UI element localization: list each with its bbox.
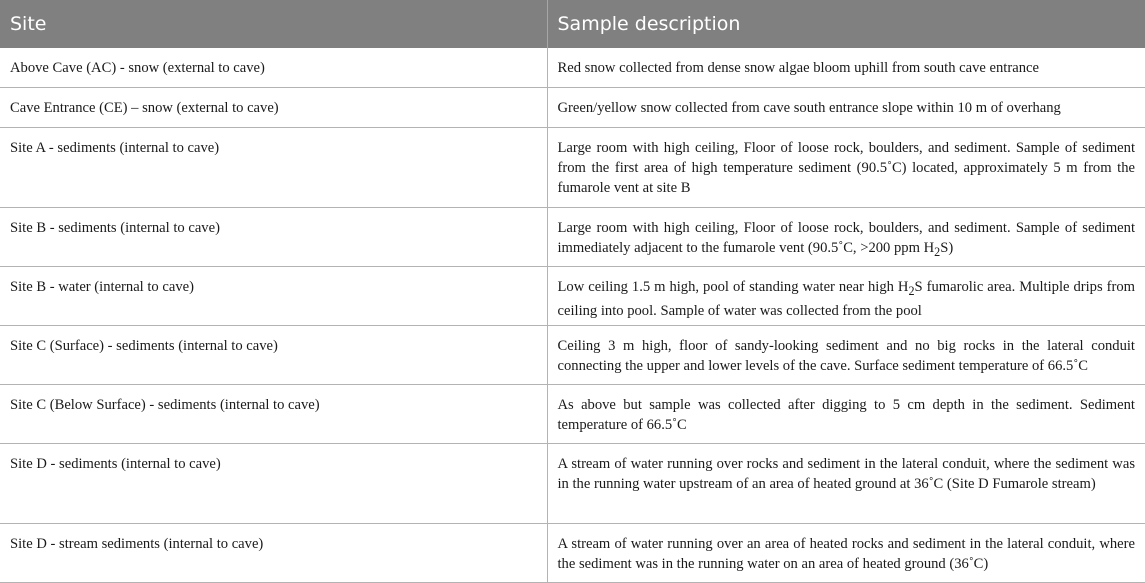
description-cell: Ceiling 3 m high, floor of sandy-looking sediment and no big rocks in the lateral conduit connecting the upper and lower levels of the cave. Surface sediment temperature of 66.5˚C bbox=[547, 326, 1145, 385]
site-cell: Site B - water (internal to cave) bbox=[0, 267, 547, 326]
table-row bbox=[0, 326, 1145, 385]
header-row bbox=[0, 0, 1145, 48]
header-sample-description: Sample description bbox=[547, 0, 1145, 48]
table-row bbox=[0, 267, 1145, 326]
description-cell bbox=[547, 208, 1145, 267]
table-row bbox=[0, 385, 1145, 444]
table-row bbox=[0, 128, 1145, 208]
description-cell: A stream of water running over an area of heated rocks and sediment in the lateral conduit, where the sediment was in the running water on an area of heated ground (36˚C) bbox=[547, 524, 1145, 583]
description-cell: Green/yellow snow collected from cave south entrance slope within 10 m of overhang bbox=[547, 88, 1145, 128]
header-site: Site bbox=[0, 0, 547, 48]
site-cell: Site A - sediments (internal to cave) bbox=[0, 128, 547, 208]
table-row bbox=[0, 88, 1145, 128]
site-cell: Cave Entrance (CE) – snow (external to cave) bbox=[0, 88, 547, 128]
description-text: Low ceiling 1.5 m high, pool of standing water near high H bbox=[557, 279, 909, 295]
table-body bbox=[0, 48, 1145, 583]
table-row bbox=[0, 524, 1145, 583]
site-cell: Site D - sediments (internal to cave) bbox=[0, 444, 547, 524]
description-text: Large room with high ceiling, Floor of loose rock, boulders, and sediment. Sample of sediment immediately adjacent to the fumarole vent (90.5˚C, >200 ppm H bbox=[557, 220, 1135, 256]
description-text: S) bbox=[940, 240, 954, 256]
description-cell: Large room with high ceiling, Floor of loose rock, boulders, and sediment. Sample of sediment from the first area of high temperature sediment (90.5˚C) located, approximately 5 m from the fumarole vent at site B bbox=[547, 128, 1145, 208]
description-cell: Red snow collected from dense snow algae bloom uphill from south cave entrance bbox=[547, 48, 1145, 88]
table-row bbox=[0, 208, 1145, 267]
description-cell bbox=[547, 267, 1145, 326]
description-text: S fumarolic area. Multiple drips from ceiling into pool. Sample of water was collected from the pool bbox=[557, 279, 1135, 319]
description-cell: A stream of water running over rocks and sediment in the lateral conduit, where the sediment was in the running water upstream of an area of heated ground at 36˚C (Site D Fumarole stream) bbox=[547, 444, 1145, 524]
subscript-text: 2 bbox=[908, 283, 915, 298]
subscript-text: 2 bbox=[934, 244, 941, 259]
site-cell: Site D - stream sediments (internal to cave) bbox=[0, 524, 547, 583]
site-cell: Above Cave (AC) - snow (external to cave) bbox=[0, 48, 547, 88]
description-cell: As above but sample was collected after digging to 5 cm depth in the sediment. Sediment temperature of 66.5˚C bbox=[547, 385, 1145, 444]
site-cell: Site B - sediments (internal to cave) bbox=[0, 208, 547, 267]
site-cell: Site C (Below Surface) - sediments (internal to cave) bbox=[0, 385, 547, 444]
table-row bbox=[0, 444, 1145, 524]
table-row bbox=[0, 48, 1145, 88]
site-cell: Site C (Surface) - sediments (internal to cave) bbox=[0, 326, 547, 385]
table-header bbox=[0, 0, 1145, 48]
